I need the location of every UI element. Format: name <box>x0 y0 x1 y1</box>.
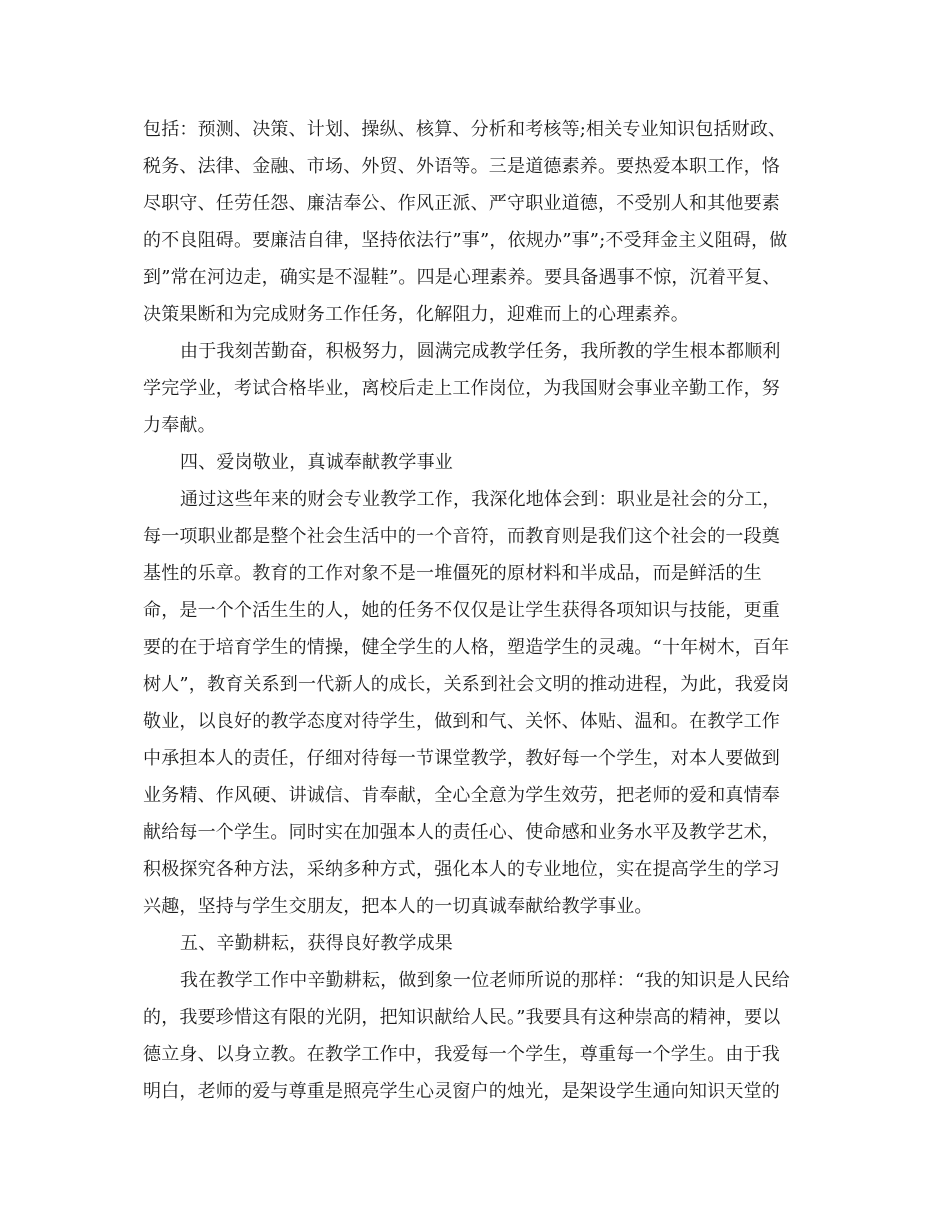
text-line: 力奉献。 <box>143 415 216 436</box>
text-line: 敬业，以良好的教学态度对待学生，做到和气、关怀、体贴、温和。在教学工作 <box>143 711 780 732</box>
text-line: 德立身、以身立教。在教学工作中，我爱每一个学生，尊重每一个学生。由于我 <box>143 1044 780 1065</box>
text-line: 要的在于培育学生的情操，健全学生的人格，塑造学生的灵魂。“十年树木，百年 <box>143 637 790 658</box>
text-line: 明白，老师的爱与尊重是照亮学生心灵窗户的烛光，是架设学生通向知识天堂的 <box>143 1081 780 1102</box>
text-line: 包括：预测、决策、计划、操纵、核算、分析和考核等;相关专业知识包括财政、 <box>143 119 787 140</box>
text-line: 由于我刻苦勤奋，积极努力，圆满完成教学任务，我所教的学生根本都顺利 <box>180 341 781 362</box>
text-line: 尽职守、任劳任怨、廉洁奉公、作风正派、严守职业道德，不受别人和其他要素 <box>143 193 780 214</box>
text-line: 树人”，教育关系到一代新人的成长，关系到社会文明的推动进程，为此，我爱岗 <box>143 674 790 695</box>
text-line: 的，我要珍惜这有限的光阴，把知识献给人民。”我要具有这种崇高的精神，要以 <box>143 1007 781 1028</box>
text-line: 我在教学工作中辛勤耕耘，做到象一位老师所说的那样：“我的知识是人民给 <box>180 970 790 991</box>
text-line: 税务、法律、金融、市场、外贸、外语等。三是道德素养。要热爱本职工作，恪 <box>143 156 780 177</box>
section-heading: 四、爱岗敬业，真诚奉献教学事业 <box>180 452 453 473</box>
text-line: 学完学业，考试合格毕业，离校后走上工作岗位，为我国财会事业辛勤工作，努 <box>143 378 780 399</box>
text-line: 命，是一个个活生生的人，她的任务不仅仅是让学生获得各项知识与技能，更重 <box>143 600 780 621</box>
text-line: 到”常在河边走，确实是不湿鞋”。四是心理素养。要具备遇事不惊，沉着平复、 <box>143 267 781 288</box>
text-line: 中承担本人的责任，仔细对待每一节课堂教学，教好每一个学生，对本人要做到 <box>143 748 780 769</box>
text-line: 的不良阻碍。要廉洁自律，坚持依法行”事”，依规办”事”;不受拜金主义阻碍，做 <box>143 230 788 251</box>
text-line: 通过这些年来的财会专业教学工作，我深化地体会到：职业是社会的分工， <box>180 489 781 510</box>
text-line: 业务精、作风硬、讲诚信、肯奉献，全心全意为学生效劳，把老师的爱和真情奉 <box>143 785 780 806</box>
text-line: 每一项职业都是整个社会生活中的一个音符，而教育则是我们这个社会的一段奠 <box>143 526 780 547</box>
text-line: 基性的乐章。教育的工作对象不是一堆僵死的原材料和半成品，而是鲜活的生 <box>143 563 762 584</box>
text-line: 兴趣，坚持与学生交朋友，把本人的一切真诚奉献给教学事业。 <box>143 896 653 917</box>
text-line: 决策果断和为完成财务工作任务，化解阻力，迎难而上的心理素养。 <box>143 304 689 325</box>
text-line: 积极探究各种方法，采纳多种方式，强化本人的专业地位，实在提高学生的学习 <box>143 859 780 880</box>
text-line: 献给每一个学生。同时实在加强本人的责任心、使命感和业务水平及教学艺术， <box>143 822 780 843</box>
section-heading: 五、辛勤耕耘，获得良好教学成果 <box>180 933 453 954</box>
